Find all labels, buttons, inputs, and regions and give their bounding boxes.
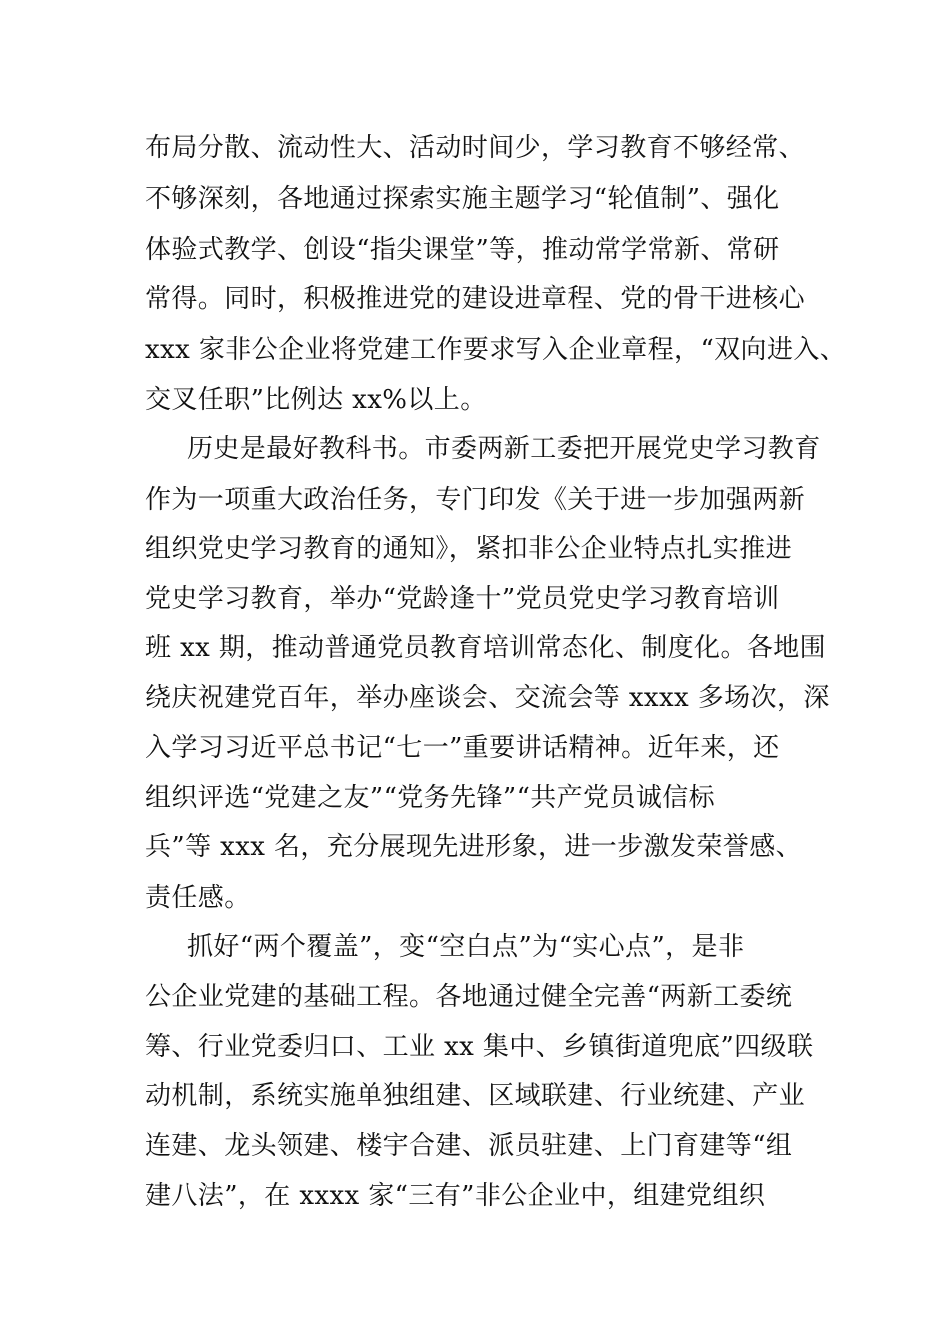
text-line: 筹、行业党委归口、工业 xx 集中、乡镇街道兜底”四级联 <box>145 1032 814 1062</box>
text-line: 建八法”，在 xxxx 家“三有”非公企业中，组建党组织 <box>145 1181 766 1211</box>
text-line: 作为一项重大政治任务，专门印发《关于进一步加强两新 <box>145 485 806 515</box>
text-line: 动机制，系统实施单独组建、区域联建、行业统建、产业 <box>145 1081 806 1111</box>
text-line: 交叉任职”比例达 xx%以上。 <box>145 385 487 415</box>
text-line: 入学习习近平总书记“七一”重要讲话精神。近年来，还 <box>145 733 780 763</box>
text-line: 兵”等 xxx 名，充分展现先进形象，进一步激发荣誉感、 <box>145 832 803 862</box>
text-line: 常得。同时，积极推进党的建设进章程、党的骨干进核心 <box>145 284 806 314</box>
text-line: 班 xx 期，推动普通党员教育培训常态化、制度化。各地围 <box>145 633 827 663</box>
text-line: 绕庆祝建党百年，举办座谈会、交流会等 xxxx 多场次，深 <box>145 683 830 713</box>
text-line: 体验式教学、创设“指尖课堂”等，推动常学常新、常研 <box>145 235 780 265</box>
text-line: 组织评选“党建之友”“党务先锋”“共产党员诚信标 <box>145 783 716 813</box>
text-line: 布局分散、流动性大、活动时间少，学习教育不够经常、 <box>145 133 806 163</box>
text-line: 党史学习教育，举办“党龄逢十”党员党史学习教育培训 <box>145 584 780 614</box>
paragraph-first-line: 抓好“两个覆盖”，变“空白点”为“实心点”，是非 <box>187 932 745 962</box>
text-line: 公企业党建的基础工程。各地通过健全完善“两新工委统 <box>145 982 793 1012</box>
text-line: xxx 家非公企业将党建工作要求写入企业章程，“双向进入、 <box>145 335 847 365</box>
paragraph-first-line: 历史是最好教科书。市委两新工委把开展党史学习教育 <box>187 434 821 464</box>
text-line: 组织党史学习教育的通知》，紧扣非公企业特点扎实推进 <box>145 534 793 564</box>
text-line: 不够深刻，各地通过探索实施主题学习“轮值制”、强化 <box>145 184 780 214</box>
text-line: 连建、龙头领建、楼宇合建、派员驻建、上门育建等“组 <box>145 1131 793 1161</box>
text-line: 责任感。 <box>145 883 251 913</box>
